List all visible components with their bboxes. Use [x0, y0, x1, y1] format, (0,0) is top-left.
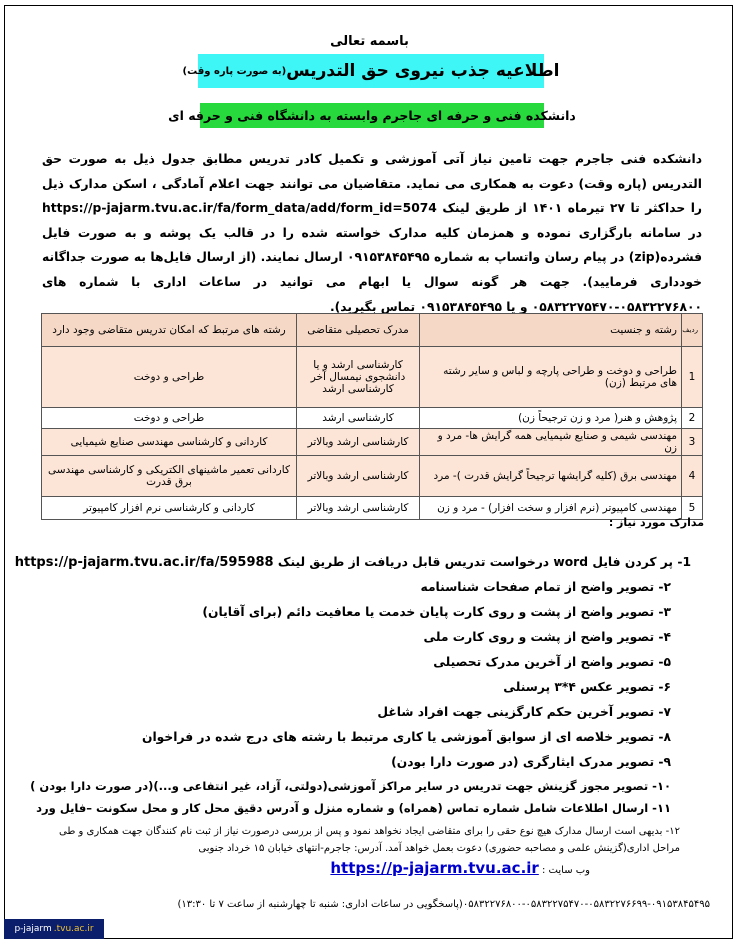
- announcement-title: [182, 54, 560, 88]
- doc-item-text: تصویر عکس ۴*۳ پرسنلی: [503, 680, 655, 694]
- contact-numbers: ۰۵۸۳۲۲۷۶۸۰۰-۰۵۸۳۲۲۷۵۴۷۰-۰۵۸۳۲۲۷۶۶۹۹-۰۹۱۵۳۸۴۵۴۹۵(پاسخگویی در ساعات اداری: شنبه تا چهارشنبه از ساعت ۷ تا ۱۳:۳۰): [177, 899, 710, 910]
- doc-item-text: ارسال اطلاعات شامل شماره تماس (همراه) و شماره منزل و آدرس دقیق محل کار و محل سکونت –فایل ورد: [36, 801, 649, 815]
- row-field: مهندسی برق (کلیه گرایشها ترجیحاً گرایش قدرت )- مرد: [420, 456, 682, 497]
- doc-item-num: ۳-: [658, 605, 671, 619]
- row-field: مهندسی شیمی و صنایع شیمیایی همه گرایش ها- مرد و زن: [420, 429, 682, 456]
- doc-item: [377, 705, 671, 719]
- doc-item-num: ۸-: [658, 730, 671, 744]
- website-label: وب سایت :: [542, 865, 590, 876]
- row-related: طراحی و دوخت: [42, 347, 297, 408]
- doc-item-num: ۱۰-: [652, 779, 671, 793]
- intro-paragraph: [42, 147, 702, 319]
- doc-item: [503, 680, 671, 694]
- website-link[interactable]: https://p-jajarm.tvu.ac.ir: [330, 859, 539, 877]
- site-watermark: [4, 919, 104, 939]
- doc-item-text: تصویر آخرین حکم کارگزینی جهت افراد شاغل: [377, 705, 655, 719]
- note-num: ۱۲-: [665, 826, 680, 837]
- intro-part2: در سامانه بارگزاری نموده و همزمان کلیه مدارک خواسته شده را در قالب یک پوشه و به صورت فایل فشرده(zip) در پیام رسان واتساپ به شماره ۰۹۱۵۳۸۴۵۴۹۵ ارسال نمایند. (از ارسال فایل‌ها به صورت جداگانه خودداری فرمایید). جهت هر گونه سوال یا ابهام می توانید در ساعات اداری با شماره های ۰۵۸۳۲۲۷۶۸۰۰-۰۵۸۳۲۲۷۵۴۷۰ و یا ۰۹۱۵۳۸۴۵۴۹۵ تماس بگیرید).: [42, 225, 703, 314]
- doc-item-num: ۵-: [658, 655, 671, 669]
- doc-item: [420, 580, 671, 594]
- doc-item-num: ۷-: [658, 705, 671, 719]
- positions-table: [41, 313, 703, 520]
- doc-item-num: ۹-: [658, 755, 671, 769]
- table-row: [42, 429, 703, 456]
- header-degree: مدرک تحصیلی متقاضی: [297, 314, 420, 347]
- row-field: طراحی و دوخت و طراحی پارچه و لباس و سایر رشته های مرتبط (زن): [420, 347, 682, 408]
- table-header-row: [42, 314, 703, 347]
- row-num: 3: [682, 429, 703, 456]
- announcement-subtitle: دانشکده فنی و حرفه ای جاجرم وابسته به دانشگاه فنی و حرفه ای: [200, 103, 544, 128]
- row-num: 4: [682, 456, 703, 497]
- doc-item-num: ۱۱-: [652, 801, 671, 815]
- doc-item-text: تصویر خلاصه ای از سوابق آموزشی یا کاری مرتبط با رشته های درج شده در فراخوان: [141, 730, 655, 744]
- doc-item: [433, 655, 671, 669]
- row-num: 5: [682, 497, 703, 520]
- bismillah: باسمه تعالی: [330, 34, 409, 49]
- row-related: طراحی و دوخت: [42, 408, 297, 429]
- note-paragraph: [40, 823, 680, 857]
- word-form-link[interactable]: https://p-jajarm.tvu.ac.ir/fa/595988: [14, 555, 274, 570]
- row-field: پژوهش و هنر( مرد و زن ترجیحاً زن): [420, 408, 682, 429]
- row-degree: کارشناسی ارشد وبالاتر: [297, 429, 420, 456]
- doc-item-text: تصویر واضح از پشت و روی کارت ملی: [423, 630, 655, 644]
- doc-item-text: تصویر واضح از پشت و روی کارت پایان خدمت یا معافیت دائم (برای آقایان): [202, 605, 655, 619]
- doc-item: [391, 755, 671, 769]
- required-docs-label: مدارک مورد نیاز :: [608, 516, 704, 529]
- row-degree: کارشناسی ارشد وبالاتر: [297, 456, 420, 497]
- doc-item-num: ۲-: [658, 580, 671, 594]
- row-num: 1: [682, 347, 703, 408]
- doc-item: [142, 730, 671, 744]
- doc-item-text: تصویر مدرک ایثارگری (در صورت دارا بودن): [391, 755, 655, 769]
- row-degree: کارشناسی ارشد وبالاتر: [297, 497, 420, 520]
- row-num: 2: [682, 408, 703, 429]
- row-degree: کارشناسی ارشد و یا دانشجوی نیمسال آخر کارشناسی ارشد: [297, 347, 420, 408]
- row-related: کاردانی و کارشناسی مهندسی صنایع شیمیایی: [42, 429, 297, 456]
- row-related: کاردانی و کارشناسی نرم افزار کامپیوتر: [42, 497, 297, 520]
- note-text: بدیهی است ارسال مدارک هیچ نوع حقی را برای متقاضی ایجاد نخواهد نمود و پس از بررسی درصورت نیاز از ثبت نام کنندگان جهت همکاری و طی مراحل اداری(گزینش علمی و مصاحبه حضوری) دعوت بعمل خواهد آمد. آدرس: جاجرم-انتهای خیابان ۱۵ خرداد جنوبی: [59, 826, 680, 854]
- header-num: ردیف: [682, 314, 703, 347]
- table-row: [42, 347, 703, 408]
- doc-item: [30, 779, 671, 793]
- watermark-suffix: .tvu.ac.ir: [53, 924, 94, 934]
- doc-item: [15, 555, 691, 570]
- doc-item-text: پر کردن فایل word درخواست تدریس قابل دریافت از طریق لینک: [277, 555, 674, 569]
- watermark-prefix: p-jajarm: [14, 924, 52, 934]
- row-related: کاردانی تعمیر ماشینهای الکتریکی و کارشناسی مهندسی برق قدرت: [42, 456, 297, 497]
- table-row: [42, 456, 703, 497]
- header-field: رشته و جنسیت: [420, 314, 682, 347]
- doc-item: [423, 630, 671, 644]
- row-field: مهندسی کامپیوتر (نرم افزار و سخت افزار) - مرد و زن: [420, 497, 682, 520]
- table-row: [42, 408, 703, 429]
- doc-item-text: تصویر واضح از تمام صفحات شناسنامه: [420, 580, 655, 594]
- doc-item-text: تصویر واضح از آخرین مدرک تحصیلی: [433, 655, 655, 669]
- form-link[interactable]: https://p-jajarm.tvu.ac.ir/fa/form_data/add/form_id=5074: [42, 201, 437, 216]
- doc-item: [36, 801, 671, 815]
- header-related: رشته های مرتبط که امکان تدریس متقاضی وجود دارد: [42, 314, 297, 347]
- doc-item: [202, 605, 671, 619]
- intro-part1: دانشکده فنی جاجرم جهت تامین نیاز آتی آموزشی و تکمیل کادر تدریس مطابق جدول ذیل به صورت حق التدریس (پاره وقت) دعوت به همکاری می نماید. متقاضیان می توانند جهت اعلام آمادگی ، اسکن مدارک ذیل را حداکثر تا ۲۷ تیرماه ۱۴۰۱ از طریق لینک: [42, 152, 703, 216]
- title-main: اطلاعیه جذب نیروی حق التدریس: [286, 61, 560, 81]
- doc-item-num: ۶-: [658, 680, 671, 694]
- row-degree: کارشناسی ارشد: [297, 408, 420, 429]
- doc-item-num: ۴-: [658, 630, 671, 644]
- doc-item-text: تصویر مجوز گزینش جهت تدریس در سایر مراکز آموزشی(دولتی، آزاد، غیر انتفاعی و...)(در صورت دارا بودن ): [30, 779, 649, 793]
- doc-item-num: 1-: [677, 555, 691, 569]
- title-note: (به صورت پاره وقت): [182, 65, 287, 77]
- website-line: [290, 859, 590, 877]
